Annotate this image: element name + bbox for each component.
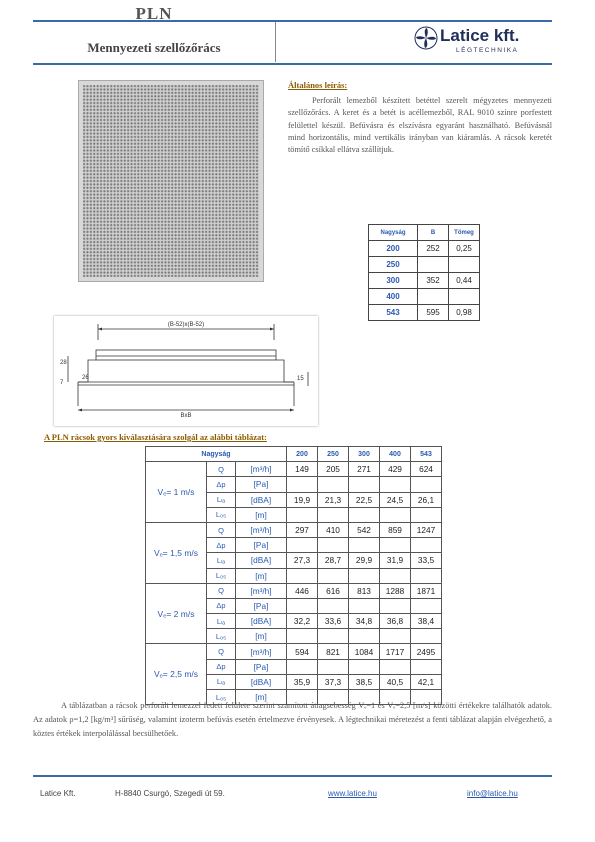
value-cell xyxy=(380,629,411,644)
quantity-unit: [dBA] xyxy=(236,674,287,689)
table-row xyxy=(369,273,480,289)
quantity-symbol: L₀₅ xyxy=(207,690,236,705)
page-subtitle: Mennyezeti szellőzőrács xyxy=(87,40,221,55)
value-cell xyxy=(318,507,349,522)
weight-header: Tömeg xyxy=(449,225,480,241)
size-250-header: 250 xyxy=(318,447,349,462)
value-cell: 22,5 xyxy=(349,492,380,507)
velocity-group-label: Vₑ= 1 m/s xyxy=(146,462,207,523)
weight-cell: 0,98 xyxy=(449,305,480,321)
weight-cell: 0,44 xyxy=(449,273,480,289)
weight-cell xyxy=(449,257,480,273)
page-title: PLN xyxy=(135,4,173,23)
value-cell xyxy=(287,629,318,644)
size-400-header: 400 xyxy=(380,447,411,462)
technical-drawing xyxy=(54,316,318,426)
footer-company: Latice Kft. xyxy=(40,789,76,798)
quantity-unit: [m³/h] xyxy=(236,644,287,659)
selection-table xyxy=(145,446,442,705)
quantity-symbol: Q xyxy=(207,522,236,537)
table-row xyxy=(146,644,442,659)
value-cell xyxy=(380,538,411,553)
description-text: Perforált lemezből készített betéttel szerelt mégyzetes mennyezeti szellőzőrács. A keret és a betét is acéllemezből, RAL 9010 színre porfestett felülettel készül. Befúvásra és elszívásra egyaránt használható. Befúvásnál mind horizontális, mind vertikális irányban van kiáramlás. A rácsok keretét tömítő csíkkal ellátva szállítjuk. xyxy=(288,96,552,155)
selection-header-row xyxy=(146,447,442,462)
quantity-symbol: Q xyxy=(207,644,236,659)
quantity-unit: [Pa] xyxy=(236,477,287,492)
size-header: Nagyság xyxy=(369,225,418,241)
value-cell xyxy=(287,477,318,492)
value-cell xyxy=(287,568,318,583)
table-row xyxy=(146,462,442,477)
value-cell xyxy=(411,507,442,522)
value-cell: 34,8 xyxy=(349,614,380,629)
value-cell xyxy=(318,477,349,492)
value-cell xyxy=(287,538,318,553)
value-cell: 38,4 xyxy=(411,614,442,629)
size-200-header: 200 xyxy=(287,447,318,462)
size-cell: 200 xyxy=(369,241,418,257)
value-cell xyxy=(318,538,349,553)
value-cell xyxy=(318,629,349,644)
velocity-group-label: Vₑ= 1,5 m/s xyxy=(146,522,207,583)
brand-name: Latice kft. xyxy=(440,26,520,45)
height-15-label: 15 xyxy=(297,376,304,382)
value-cell xyxy=(287,659,318,674)
section-drawing xyxy=(54,316,318,426)
value-cell: 29,9 xyxy=(349,553,380,568)
value-cell: 40,5 xyxy=(380,674,411,689)
table-row xyxy=(146,583,442,598)
quantity-unit: [m] xyxy=(236,507,287,522)
value-cell: 26,1 xyxy=(411,492,442,507)
footer-website-link[interactable]: www.latice.hu xyxy=(328,789,377,798)
value-cell xyxy=(287,598,318,613)
value-cell: 38,5 xyxy=(349,674,380,689)
selection-body xyxy=(146,462,442,705)
value-cell xyxy=(349,629,380,644)
grille-photo xyxy=(78,80,264,282)
value-cell: 24,5 xyxy=(380,492,411,507)
value-cell: 2495 xyxy=(411,644,442,659)
value-cell xyxy=(349,598,380,613)
value-cell xyxy=(349,538,380,553)
value-cell: 1247 xyxy=(411,522,442,537)
size-header: Nagyság xyxy=(146,447,287,462)
value-cell: 149 xyxy=(287,462,318,477)
value-cell: 616 xyxy=(318,583,349,598)
velocity-group-label: Vₑ= 2 m/s xyxy=(146,583,207,644)
b-cell xyxy=(418,289,449,305)
quantity-unit: [m] xyxy=(236,690,287,705)
quantity-unit: [m³/h] xyxy=(236,522,287,537)
value-cell xyxy=(318,568,349,583)
value-cell: 1871 xyxy=(411,583,442,598)
value-cell: 1717 xyxy=(380,644,411,659)
value-cell: 28,7 xyxy=(318,553,349,568)
quantity-unit: [m³/h] xyxy=(236,583,287,598)
table-row xyxy=(369,241,480,257)
value-cell: 27,3 xyxy=(287,553,318,568)
quantity-symbol: Q xyxy=(207,462,236,477)
height-28-label: 28 xyxy=(60,360,67,366)
description-heading: Általános leírás: xyxy=(288,80,348,90)
weight-cell xyxy=(449,289,480,305)
value-cell xyxy=(411,659,442,674)
brand-subtitle: LÉGTECHNIKA xyxy=(456,47,519,54)
value-cell: 37,3 xyxy=(318,674,349,689)
value-cell: 32,2 xyxy=(287,614,318,629)
value-cell: 205 xyxy=(318,462,349,477)
b-header: B xyxy=(418,225,449,241)
value-cell: 624 xyxy=(411,462,442,477)
quantity-unit: [Pa] xyxy=(236,538,287,553)
quantity-symbol: Lₗₐ xyxy=(207,614,236,629)
inner-dimension-label: (B-52)x(B-52) xyxy=(167,322,205,328)
flange-26-label: 26 xyxy=(82,375,89,381)
value-cell: 271 xyxy=(349,462,380,477)
value-cell: 410 xyxy=(318,522,349,537)
quantity-unit: [m] xyxy=(236,568,287,583)
footer-address: H-8840 Csurgó, Szegedi út 59. xyxy=(115,789,225,798)
quantity-unit: [dBA] xyxy=(236,553,287,568)
size-table-header xyxy=(369,225,480,241)
selection-table-title: A PLN rácsok gyors kiválasztására szolgál az alábbi táblázat: xyxy=(44,432,267,442)
value-cell xyxy=(349,568,380,583)
size-300-header: 300 xyxy=(349,447,380,462)
value-cell: 1288 xyxy=(380,583,411,598)
quantity-unit: [Pa] xyxy=(236,598,287,613)
quantity-symbol: L₀₅ xyxy=(207,629,236,644)
outer-dimension-label: BxB xyxy=(180,413,192,419)
value-cell xyxy=(349,507,380,522)
quantity-symbol: Δp xyxy=(207,598,236,613)
value-cell xyxy=(380,659,411,674)
company-logo xyxy=(414,24,548,58)
quantity-symbol: Q xyxy=(207,583,236,598)
quantity-symbol: Lₗₐ xyxy=(207,553,236,568)
value-cell xyxy=(318,659,349,674)
quantity-symbol: Δp xyxy=(207,538,236,553)
value-cell xyxy=(411,598,442,613)
value-cell: 35,9 xyxy=(287,674,318,689)
table-row xyxy=(369,257,480,273)
quantity-symbol: Lₗₐ xyxy=(207,674,236,689)
value-cell: 542 xyxy=(349,522,380,537)
table-row xyxy=(146,522,442,537)
value-cell: 813 xyxy=(349,583,380,598)
value-cell xyxy=(380,568,411,583)
height-7-label: 7 xyxy=(60,380,64,386)
quantity-symbol: Lₗₐ xyxy=(207,492,236,507)
footer-rule xyxy=(33,775,552,777)
value-cell xyxy=(349,477,380,492)
value-cell: 297 xyxy=(287,522,318,537)
value-cell xyxy=(380,477,411,492)
b-cell: 595 xyxy=(418,305,449,321)
value-cell: 19,9 xyxy=(287,492,318,507)
quantity-unit: [dBA] xyxy=(236,492,287,507)
size-cell: 300 xyxy=(369,273,418,289)
size-cell: 400 xyxy=(369,289,418,305)
value-cell xyxy=(380,598,411,613)
b-cell: 352 xyxy=(418,273,449,289)
value-cell: 33,6 xyxy=(318,614,349,629)
value-cell: 21,3 xyxy=(318,492,349,507)
size-543-header: 543 xyxy=(411,447,442,462)
value-cell xyxy=(411,477,442,492)
quantity-unit: [m³/h] xyxy=(236,462,287,477)
value-cell xyxy=(349,659,380,674)
fan-icon xyxy=(414,26,438,50)
value-cell: 31,9 xyxy=(380,553,411,568)
weight-cell: 0,25 xyxy=(449,241,480,257)
size-cell: 250 xyxy=(369,257,418,273)
quantity-unit: [Pa] xyxy=(236,659,287,674)
quantity-unit: [dBA] xyxy=(236,614,287,629)
header-divider xyxy=(275,22,276,62)
value-cell: 36,8 xyxy=(380,614,411,629)
table-row xyxy=(369,289,480,305)
quantity-symbol: Δp xyxy=(207,659,236,674)
value-cell xyxy=(380,507,411,522)
value-cell: 1084 xyxy=(349,644,380,659)
b-cell xyxy=(418,257,449,273)
value-cell: 446 xyxy=(287,583,318,598)
table-note: A táblázatban a rácsok perforált lemezzel fedett felülete szerint számított átlagsebesség Vₑ=1 és Vₑ=2,5 [m/s] közötti értékekre találhatók adatok. Az adatok ρ=1,2 [kg/m³] sűrűség, valamint izoterm befúvás esetén értelmezve érvényesek. A légtechnikai méretezést a fenti táblázat alapján elvégezhető, a köztes értékek interpolálással becsülhetőek. xyxy=(33,701,552,738)
value-cell: 429 xyxy=(380,462,411,477)
table-row xyxy=(369,305,480,321)
value-cell xyxy=(411,568,442,583)
value-cell: 33,5 xyxy=(411,553,442,568)
header-bottom-rule xyxy=(33,63,552,65)
value-cell xyxy=(411,629,442,644)
value-cell: 821 xyxy=(318,644,349,659)
value-cell xyxy=(318,598,349,613)
b-cell: 252 xyxy=(418,241,449,257)
quantity-symbol: Δp xyxy=(207,477,236,492)
value-cell: 594 xyxy=(287,644,318,659)
quantity-symbol: L₀₅ xyxy=(207,507,236,522)
size-cell: 543 xyxy=(369,305,418,321)
value-cell xyxy=(287,507,318,522)
quantity-unit: [m] xyxy=(236,629,287,644)
quantity-symbol: L₀₅ xyxy=(207,568,236,583)
value-cell xyxy=(411,538,442,553)
value-cell: 42,1 xyxy=(411,674,442,689)
velocity-group-label: Vₑ= 2,5 m/s xyxy=(146,644,207,705)
value-cell: 859 xyxy=(380,522,411,537)
footer-email-link[interactable]: info@latice.hu xyxy=(467,789,518,798)
size-table xyxy=(368,224,480,321)
